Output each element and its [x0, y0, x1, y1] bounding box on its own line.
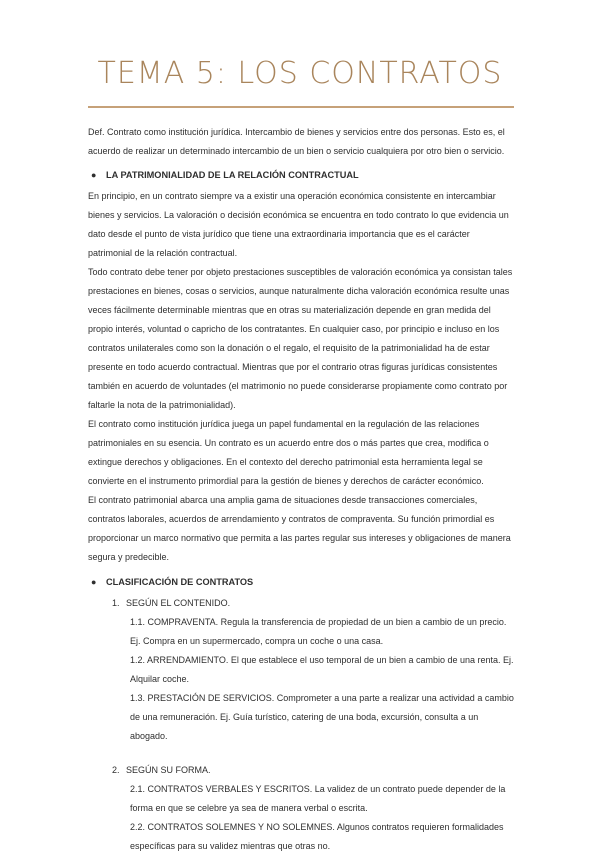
list-number: 2.	[112, 765, 120, 775]
list-number: 1.	[112, 598, 120, 608]
bullet-icon: ●	[91, 577, 97, 587]
list-item	[88, 761, 514, 780]
list-item-label: SEGÚN EL CONTENIDO.	[126, 598, 231, 608]
list-item-label: SEGÚN SU FORMA.	[126, 765, 211, 775]
document-body	[88, 123, 514, 856]
spacer	[88, 746, 514, 759]
sub-item: 2.1. CONTRATOS VERBALES Y ESCRITOS. La validez de un contrato puede depender de la forma en que se celebre ya sea de manera verbal o escrita.	[130, 784, 506, 813]
sub-item: 1.3. PRESTACIÓN DE SERVICIOS. Comprometer a una parte a realizar una actividad a cambio de una remuneración. Ej. Guía turístico, catering de una boda, excursión, consulta a un abogado.	[130, 693, 514, 741]
section-heading-label: LA PATRIMONIALIDAD DE LA RELACIÓN CONTRACTUAL	[106, 170, 359, 180]
document-title: TEMA 5: LOS CONTRATOS	[97, 56, 503, 91]
title-divider	[88, 106, 514, 108]
section-heading-clasificacion	[88, 573, 514, 592]
section-heading-label: CLASIFICACIÓN DE CONTRATOS	[106, 577, 254, 587]
intro-paragraph: Def. Contrato como institución jurídica. Intercambio de bienes y servicios entre dos personas. Esto es, el acuerdo de realizar un determinado intercambio de un bien o servicio cualquiera por otro bien o servicio.	[88, 127, 505, 156]
body-paragraph: Todo contrato debe tener por objeto prestaciones susceptibles de valoración económica ya consistan tales prestaciones en bienes, cosas o servicios, aunque naturalmente dicha valoración económica resulte unas veces fácilmente determinable mientras que en otras su materialización depende en gran medida del propio interés, voluntad o capricho de los contratantes. En cualquier caso, por principio e incluso en los contratos unilaterales como son la donación o el regalo, el requisito de la patrimonialidad ha de estar presente en todo acuerdo contractual. Mientras que por el contrario otras figuras jurídicas consistentes también en acuerdo de voluntades (el matrimonio no puede considerarse propiamente como contrato por faltarle la nota de la patrimonialidad).	[88, 267, 513, 410]
body-paragraph: En principio, en un contrato siempre va a existir una operación económica consistente en intercambiar bienes y servicios. La valoración o decisión económica se encuentra en todo contrato lo que evidencia un dato desde el punto de vista jurídico que tiene una extraordinaria importancia que es el carácter patrimonial de la relación contractual.	[88, 191, 509, 258]
sub-item: 1.2. ARRENDAMIENTO. El que establece el uso temporal de un bien a cambio de una renta. Ej. Alquilar coche.	[130, 655, 514, 684]
section-heading-patrimonialidad	[88, 166, 514, 185]
sub-item: 2.2. CONTRATOS SOLEMNES Y NO SOLEMNES. Algunos contratos requieren formalidades específicas para su validez mientras que otras no.	[130, 822, 504, 851]
list-item	[88, 594, 514, 613]
body-paragraph: El contrato como institución jurídica juega un papel fundamental en la regulación de las relaciones patrimoniales en su esencia. Un contrato es un acuerdo entre dos o más partes que crea, modifica o extingue derechos y obligaciones. En el contexto del derecho patrimonial esta herramienta legal se convierte en el instrumento primordial para la gestión de bienes y derechos de carácter económico.	[88, 419, 489, 486]
body-paragraph: El contrato patrimonial abarca una amplia gama de situaciones desde transacciones comerciales, contratos laborales, acuerdos de arrendamiento y contratos de compraventa. Su función primordial es proporcionar un marco normativo que permita a las partes regular sus intereses y obligaciones de manera segura y predecible.	[88, 495, 511, 562]
bullet-icon: ●	[91, 170, 97, 180]
sub-item: 1.1. COMPRAVENTA. Regula la transferencia de propiedad de un bien a cambio de un precio. Ej. Compra en un supermercado, compra un coche o una casa.	[130, 617, 507, 646]
